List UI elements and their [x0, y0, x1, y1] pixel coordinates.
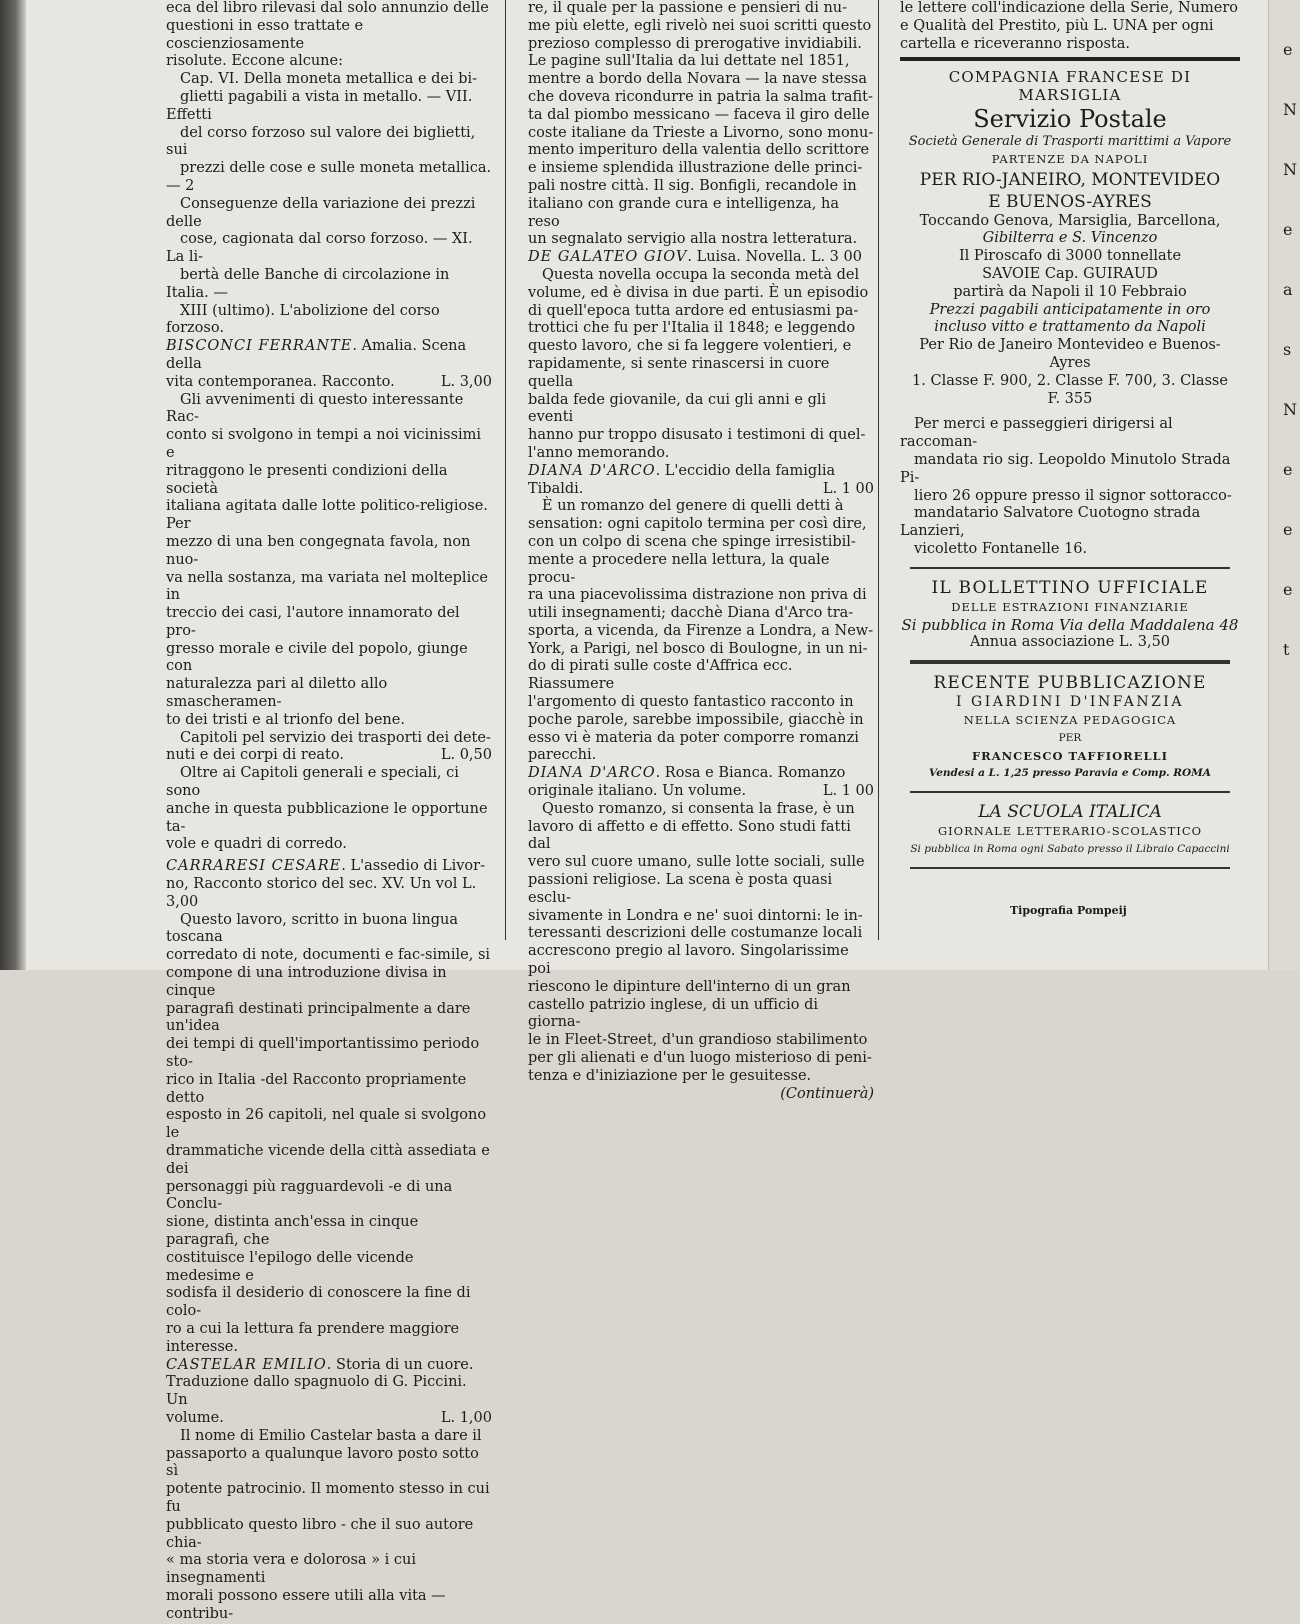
- strip-letter: t: [1283, 640, 1290, 659]
- strip-letter: N: [1283, 100, 1297, 119]
- text-line: vole e quadri di corredo.: [166, 836, 347, 853]
- text-line: mandatario Salvatore Cuotogno strada Lanzieri,: [900, 505, 1201, 540]
- ad-pub-author: FRANCESCO TAFFIORELLI: [971, 748, 1168, 763]
- strip-letter: e: [1283, 40, 1293, 59]
- text-line: rapidamente, si sente rinascersi in cuore quella: [528, 355, 830, 390]
- ad-scuola-sub: GIORNALE LETTERARIO-SCOLASTICO: [937, 824, 1203, 839]
- text-line: liero 26 oppure presso il signor sottoracco-: [914, 487, 1232, 504]
- text-line: Oltre ai Capitoli generali e speciali, ci sono: [166, 765, 459, 800]
- text-line: Per merci e passeggieri dirigersi al raccoman-: [900, 416, 1173, 451]
- ad-bollettino-sub: DELLE ESTRAZIONI FINANZIARIE: [951, 599, 1189, 614]
- text-line: personaggi più ragguardevoli -e di una Conclu-: [166, 1178, 453, 1213]
- text-line: Gli avvenimenti di questo interessante Rac-: [166, 391, 464, 426]
- text-line: le in Fleet-Street, d'un grandioso stabilimento: [528, 1032, 868, 1049]
- text-line: l'argomento di questo fantastico racconto in: [528, 694, 854, 711]
- text-line: cose, cagionata dal corso forzoso. — XI. La li-: [166, 231, 473, 266]
- entry-capitoli-body: [166, 765, 492, 854]
- text-line: eca del libro rilevasi dal solo annunzio delle: [166, 0, 489, 16]
- ad-route: E BUENOS-AYRES: [988, 191, 1152, 212]
- page-binding-edge: [0, 0, 26, 970]
- entry-degalateo-body: [528, 267, 874, 463]
- entry-castelar-price-line: volume. L. 1,00: [166, 1409, 492, 1426]
- ad-route: PER RIO-JANEIRO, MONTEVIDEO: [919, 169, 1221, 190]
- ad-touch: Gibilterra e S. Vincenzo: [982, 230, 1158, 247]
- entry-castelar-body: [166, 1428, 492, 1624]
- column-rule: [878, 0, 879, 940]
- text-line: mandata rio sig. Leopoldo Minutolo Strada Pi-: [900, 451, 1231, 486]
- text-line: pubblicato questo libro - che il suo autore chia-: [166, 1516, 474, 1551]
- entry-carraresi-subtitle: no, Racconto storico del sec. XV. Un vol L. 3,00: [166, 876, 477, 910]
- entry-capitoli-heading: Capitoli pel servizio dei trasporti dei dete-: [180, 729, 491, 746]
- text-line: che doveva ricondurre in patria la salma trafit-: [528, 88, 873, 105]
- text-line: Questo lavoro, scritto in buona lingua toscana: [166, 911, 459, 946]
- text-line: XIII (ultimo). L'abolizione del corso forzoso.: [166, 302, 440, 337]
- text-line: me più elette, egli rivelò nei suoi scritti questo: [528, 17, 872, 34]
- text-line: sodisfa il desiderio di conoscere la fine di colo-: [166, 1285, 471, 1320]
- text-line: volume, ed è divisa in due parti. È un episodio: [528, 284, 869, 301]
- text-line: « ma storia vera e dolorosa » i cui insegnamenti: [166, 1552, 417, 1587]
- ad-scuola-title: LA SCUOLA ITALICA: [978, 802, 1162, 823]
- ad-shipping: [900, 69, 1240, 408]
- text-line: ta dal piombo messicano — faceva il giro delle: [528, 106, 870, 123]
- text-line: dei tempi di quell'importantissimo periodo sto-: [166, 1036, 480, 1071]
- text-line: compone di una introduzione divisa in cinque: [166, 965, 447, 999]
- text-line: italiano con grande cura e intelligenza, ha reso: [528, 195, 839, 230]
- ad-bollettino-place: Si pubblica in Roma Via della Maddalena 48: [901, 615, 1239, 634]
- entry-diana1-heading: DIANA D'ARCO. L'eccidio della famiglia: [528, 462, 836, 479]
- strip-letter: a: [1283, 280, 1293, 299]
- ad-bollettino-title: IL BOLLETTINO UFFICIALE: [931, 577, 1209, 598]
- text-line: e insieme splendida illustrazione delle princi-: [528, 160, 863, 177]
- entry-diana1-price-line: Tibaldi. L. 1 00: [528, 480, 874, 497]
- text-line: ritraggono le presenti condizioni della società: [166, 462, 448, 497]
- ad-prices: Prezzi pagabili anticipatamente in oro: [929, 301, 1211, 318]
- entry-carraresi-heading: CARRARESI CESARE. L'assedio di Livor-: [166, 858, 485, 875]
- ad-touch: Toccando Genova, Marsiglia, Barcellona,: [919, 212, 1221, 229]
- text-line: mente a procedere nella lettura, la quale procu-: [528, 551, 830, 586]
- entry-castelar-subtitle: Traduzione dallo spagnuolo di G. Piccini. Un: [166, 1374, 467, 1409]
- text-line: costituisce l'epilogo delle vicende medesime e: [166, 1249, 414, 1284]
- text-line: per gli alienati e d'un luogo misterioso di peni-: [528, 1050, 872, 1067]
- text-line: un segnalato servigio alla nostra letteratura.: [528, 231, 858, 248]
- entry-bisconcini-body: [166, 392, 492, 730]
- entry-diana2-price-line: originale italiano. Un volume. L. 1 00: [528, 783, 874, 800]
- text-line: parecchi.: [528, 747, 597, 764]
- ad-bollettino: [900, 577, 1240, 652]
- text-line: cartella e riceveranno risposta.: [900, 35, 1131, 52]
- text-line: potente patrocinio. Il momento stesso in cui fu: [166, 1481, 490, 1515]
- text-line: castello patrizio inglese, di un ufficio di giorna-: [528, 996, 818, 1031]
- strip-letter: N: [1283, 160, 1297, 179]
- ad-pubblicazione: [900, 672, 1240, 783]
- ad-pub-sub2: NELLA SCIENZA PEDAGOGICA: [963, 712, 1177, 727]
- ad-divider: [910, 660, 1230, 664]
- ad-contact: [900, 416, 1240, 558]
- text-line: ra una piacevolissima distrazione non priva di: [528, 587, 867, 604]
- text-line: Questa novella occupa la seconda metà del: [542, 266, 860, 283]
- text-line: Conseguenze della variazione dei prezzi delle: [166, 195, 476, 230]
- text-line: treccio dei casi, l'autore innamorato del pro-: [166, 605, 460, 639]
- column-2: [528, 0, 874, 1103]
- text-line: glietti pagabili a vista in metallo. — VII. Effetti: [166, 88, 473, 123]
- text-line: lavoro di affetto e di effetto. Sono studi fatti dal: [528, 818, 851, 853]
- text-line: sivamente in Londra e ne' suoi dintorni: le in-: [528, 907, 863, 924]
- text-line: e Qualità del Prestito, più L. UNA per ogni: [900, 17, 1214, 34]
- ad-company: COMPAGNIA FRANCESE DI MARSIGLIA: [948, 68, 1192, 105]
- text-line: York, a Parigi, nel bosco di Boulogne, in un ni-: [528, 640, 868, 657]
- ad-divider: [910, 567, 1230, 569]
- entry-diana1-body: [528, 498, 874, 765]
- text-line: Il nome di Emilio Castelar basta a dare il: [180, 1427, 482, 1444]
- strip-letter: e: [1283, 520, 1293, 539]
- text-line: sporta, a vicenda, da Firenze a Londra, a New-: [528, 622, 874, 639]
- text-line: coste italiane da Trieste a Livorno, sono monu-: [528, 124, 874, 141]
- text-line: sensation: ogni capitolo termina per così dire,: [528, 516, 867, 533]
- text-line: con un colpo di scena che spinge irresistibil-: [528, 533, 856, 550]
- column-3: [900, 0, 1240, 877]
- column-rule: [505, 0, 506, 940]
- text-line: mento imperituro della valentia dello scrittore: [528, 142, 870, 159]
- entry-bisconcini-price-line: vita contemporanea. Racconto. L. 3,00: [166, 373, 492, 390]
- text-line: prezzi delle cose e sulle moneta metallica. — 2: [166, 160, 492, 194]
- text-line: re, il quale per la passione e pensieri di nu-: [528, 0, 848, 16]
- strip-letter: e: [1283, 580, 1293, 599]
- entry-diana2-body: [528, 801, 874, 1086]
- entry-carraresi-body: [166, 912, 492, 1357]
- text-line: passioni religiose. La scena è posta quasi esclu-: [528, 872, 833, 906]
- ad-pub-per: PER: [1058, 731, 1082, 744]
- text-line: gresso morale e civile del popolo, giunge con: [166, 640, 468, 675]
- text-line: pali nostre città. Il sig. Bonfigli, recandole in: [528, 177, 857, 194]
- text-line: naturalezza pari al diletto allo smascheramen-: [166, 676, 388, 711]
- text-line: corredato di note, documenti e fac-simile, si: [166, 947, 491, 964]
- text-line: do di pirati sulle coste d'Affrica ecc. Riassumere: [528, 658, 793, 693]
- ad-pub-sale: Vendesi a L. 1,25 presso Paravia e Comp. ROMA: [929, 767, 1211, 780]
- intro-text: [528, 0, 874, 249]
- text-line: teressanti descrizioni delle costumanze locali: [528, 925, 863, 942]
- ad-prices: incluso vitto e trattamento da Napoli: [934, 319, 1206, 336]
- ad-departure: partirà da Napoli il 10 Febbraio: [953, 283, 1187, 300]
- strip-letter: s: [1283, 340, 1292, 359]
- text-line: Le pagine sull'Italia da lui dettate nel 1851,: [528, 53, 850, 70]
- text-line: esposto in 26 capitoli, nel quale si svolgono le: [166, 1107, 487, 1142]
- entry-bisconcini-heading: BISCONCI FERRANTE. Amalia. Scena della: [166, 338, 467, 372]
- text-line: drammatiche vicende della città assediata e dei: [166, 1143, 490, 1177]
- text-line: mezzo di una ben congegnata favola, non nuo-: [166, 533, 471, 568]
- text-line: to dei tristi e al trionfo del bene.: [166, 711, 405, 728]
- text-line: questioni in esso trattate e coscienziosamente: [166, 17, 364, 52]
- ad-society: Società Generale di Trasporti marittimi a Vapore: [908, 133, 1232, 149]
- text-line: prezioso complesso di prerogative invidiabili.: [528, 35, 862, 52]
- text-line: italiana agitata dalle lotte politico-religiose. Per: [166, 498, 488, 533]
- top-notice: [900, 0, 1240, 53]
- text-line: vero sul cuore umano, sulle lotte sociali, sulle: [528, 854, 865, 871]
- entry-degalateo-heading: DE GALATEO GIOV. Luisa. Novella. L. 3 00: [528, 249, 862, 266]
- chapter-list: [166, 71, 492, 338]
- text-line: trottici che fu per l'Italia il 1848; e leggendo: [528, 320, 856, 337]
- text-line: utili insegnamenti; dacchè Diana d'Arco tra-: [528, 605, 854, 622]
- strip-letter: e: [1283, 220, 1293, 239]
- ad-scuola-info: Si pubblica in Roma ogni Sabato presso il Libraio Capaccini: [910, 842, 1230, 855]
- entry-diana2-heading: DIANA D'ARCO. Rosa e Bianca. Romanzo: [528, 765, 846, 782]
- text-line: del corso forzoso sul valore dei biglietti, sui: [166, 124, 476, 159]
- ad-divider: [900, 57, 1240, 61]
- ad-ship-name: SAVOIE Cap. GUIRAUD: [982, 265, 1158, 282]
- text-line: sione, distinta anch'essa in cinque paragrafi, che: [166, 1214, 419, 1248]
- text-line: vicoletto Fontanelle 16.: [914, 540, 1088, 557]
- strip-letter: e: [1283, 460, 1293, 479]
- text-line: poche parole, sarebbe impossibile, giacchè in: [528, 711, 864, 728]
- text-line: mentre a bordo della Novara — la nave stessa: [528, 71, 868, 88]
- text-line: rico in Italia -del Racconto propriamente detto: [166, 1071, 467, 1106]
- ad-bollettino-price: Annua associazione L. 3,50: [969, 634, 1171, 651]
- text-line: va nella sostanza, ma variata nel molteplice in: [166, 569, 488, 604]
- text-line: l'anno memorando.: [528, 444, 670, 461]
- text-line: passaporto a qualunque lavoro posto sotto sì: [166, 1445, 479, 1480]
- text-line: le lettere coll'indicazione della Serie, Numero: [900, 0, 1239, 16]
- ad-ship: Il Piroscafo di 3000 tonnellate: [958, 248, 1182, 265]
- text-line: accrescono pregio al lavoro. Singolarissime poi: [528, 943, 849, 978]
- text-line: tenza e d'iniziazione per le gesuitesse.: [528, 1067, 812, 1084]
- column-1: [166, 0, 492, 1624]
- text-line: bertà delle Banche di circolazione in Italia. —: [166, 266, 450, 301]
- ad-fares: F. 355: [1047, 390, 1093, 407]
- ad-pub-sub: I GIARDINI D'INFANZIA: [956, 694, 1184, 711]
- text-line: ro a cui la lettura fa prendere maggiore interesse.: [166, 1320, 460, 1355]
- text-line: risolute. Eccone alcune:: [166, 53, 343, 70]
- ad-pub-title: RECENTE PUBBLICAZIONE: [933, 673, 1207, 694]
- text-line: riescono le dipinture dell'interno di un gran: [528, 978, 851, 995]
- ad-scuola: [900, 801, 1240, 859]
- printer-footer: Tipografia Pompeij: [1010, 904, 1127, 917]
- ad-service: Servizio Postale: [973, 104, 1167, 133]
- ad-partenze: PARTENZE DA NAPOLI: [991, 151, 1149, 166]
- intro-text: [166, 0, 492, 71]
- text-line: hanno pur troppo disusato i testimoni di quel-: [528, 427, 866, 444]
- text-line: morali possono essere utili alla vita — contribu-: [166, 1587, 446, 1622]
- strip-letter: N: [1283, 400, 1297, 419]
- adjacent-page-edge: [1268, 0, 1300, 970]
- ad-divider: [910, 867, 1230, 869]
- ad-divider: [910, 791, 1230, 793]
- text-line: di quell'epoca tutta ardore ed entusiasmi pa-: [528, 302, 859, 319]
- text-line: esso vi è materia da poter comporre romanzi: [528, 729, 859, 746]
- text-line: È un romanzo del genere di quelli detti à: [542, 498, 844, 515]
- text-line: Cap. VI. Della moneta metallica e dei bi-: [180, 71, 478, 88]
- entry-castelar-heading: CASTELAR EMILIO. Storia di un cuore.: [166, 1356, 474, 1373]
- text-line: conto si svolgono in tempi a noi vicinissimi e: [166, 427, 482, 461]
- continued-note: (Continuerà): [780, 1085, 874, 1102]
- text-line: Questo romanzo, si consenta la frase, è un: [542, 800, 855, 817]
- text-line: paragrafi destinati principalmente a dare un'idea: [166, 1000, 471, 1035]
- ad-fares: 1. Classe F. 900, 2. Classe F. 700, 3. Classe: [912, 372, 1228, 389]
- entry-capitoli-price-line: nuti e dei corpi di reato. L. 0,50: [166, 747, 492, 764]
- text-line: balda fede giovanile, da cui gli anni e gli eventi: [528, 391, 827, 426]
- ad-fares: Per Rio de Janeiro Montevideo e Buenos-Ayres: [919, 337, 1221, 371]
- text-line: questo lavoro, che si fa leggere volentieri, e: [528, 338, 852, 355]
- text-line: anche in questa pubblicazione le opportune ta-: [166, 800, 488, 835]
